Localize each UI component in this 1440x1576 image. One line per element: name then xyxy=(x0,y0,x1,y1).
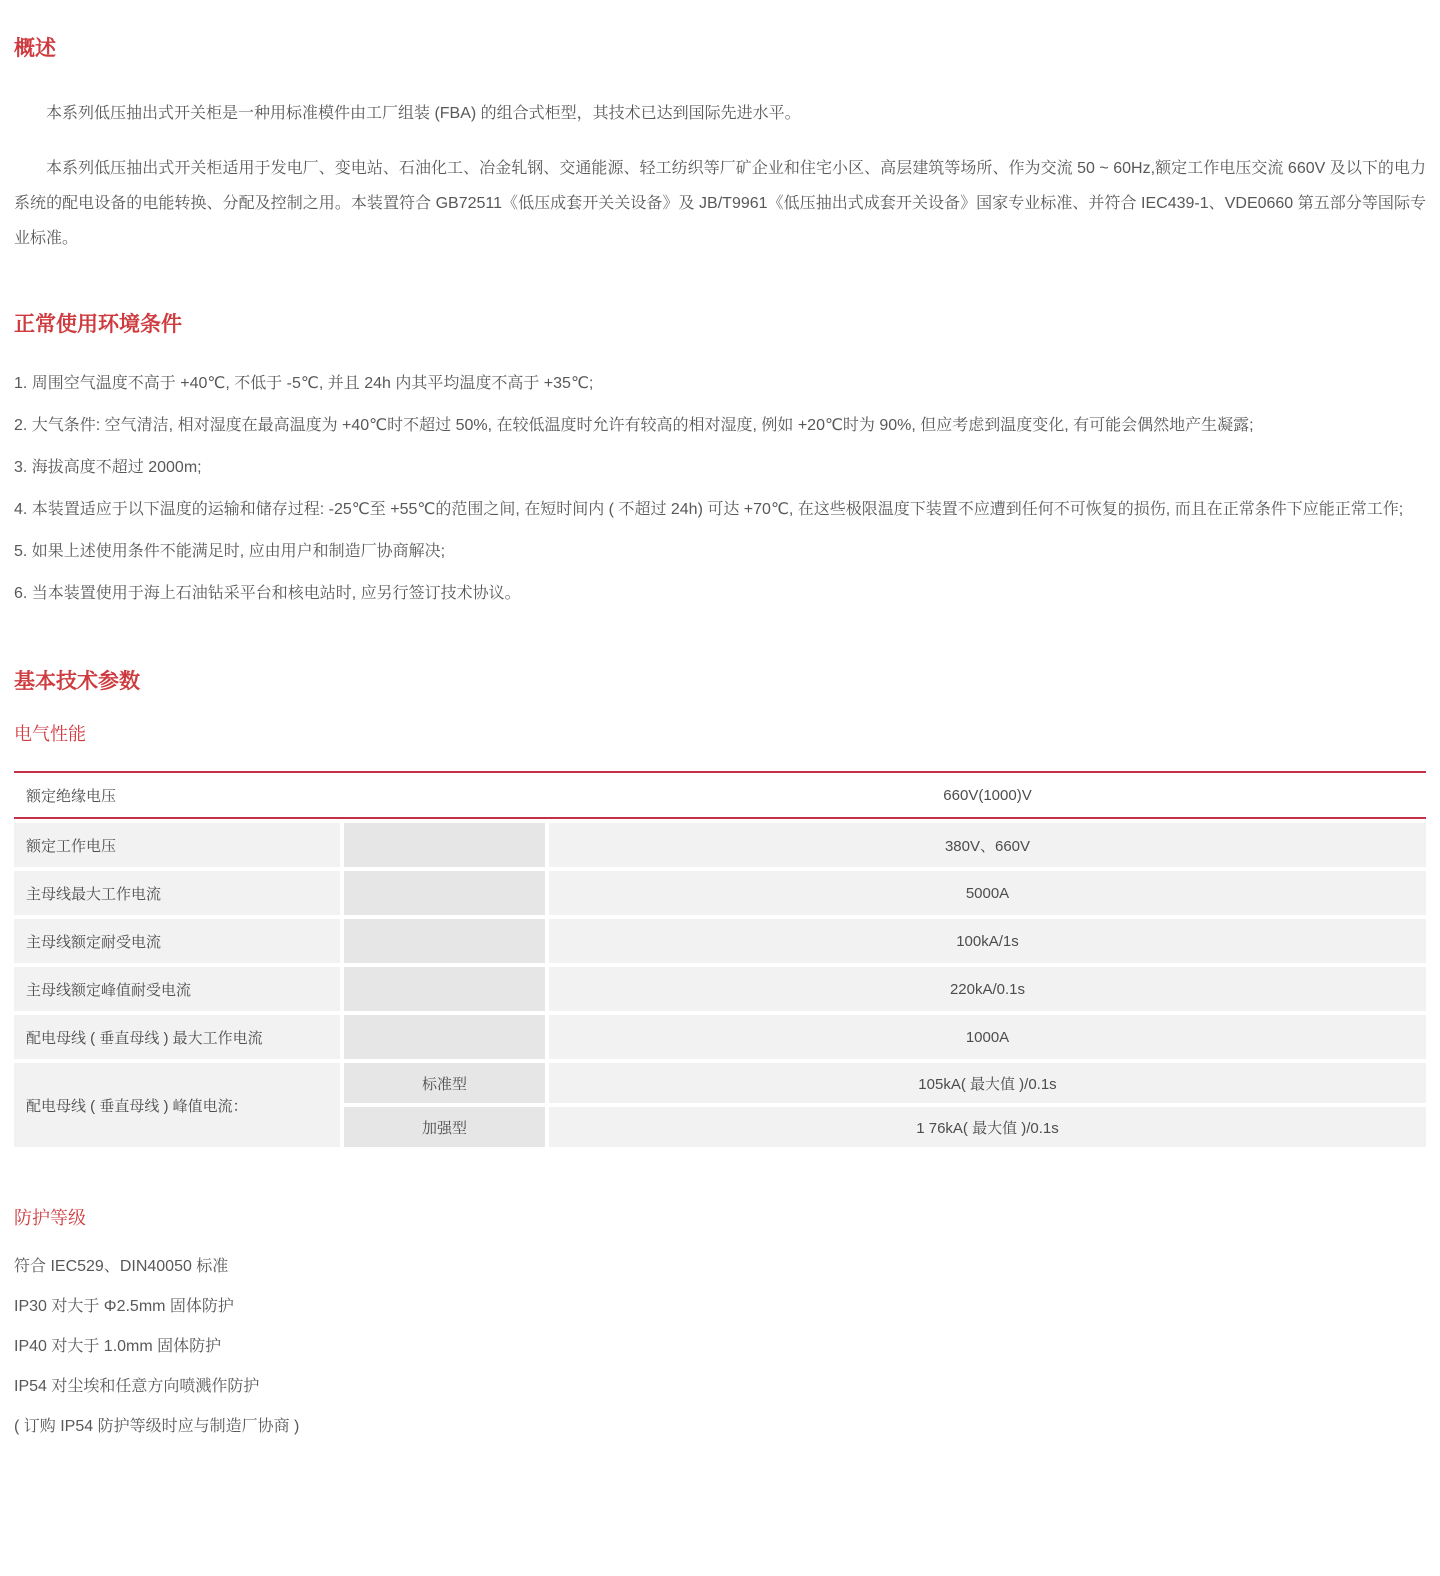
conditions-list xyxy=(14,366,1426,611)
table-row-spanned xyxy=(14,1063,1426,1147)
table-row xyxy=(14,823,1426,867)
table-cell-value: 1 76kA( 最大值 )/0.1s xyxy=(549,1107,1426,1147)
table-cell-subtype: 标准型 xyxy=(344,1063,545,1103)
condition-item: 3. 海拔高度不超过 2000m; xyxy=(14,459,202,476)
table-cell-value: 380V、660V xyxy=(549,823,1426,867)
table-cell-label: 主母线最大工作电流 xyxy=(14,871,340,915)
table-cell-label: 额定工作电压 xyxy=(14,823,340,867)
conditions-section-title: 正常使用环境条件 xyxy=(14,313,182,336)
table-cell-mid xyxy=(344,919,545,963)
overview-paragraph: 本系列低压抽出式开关柜是一种用标准模件由工厂组装 (FBA) 的组合式柜型，其技术已达到国际先进水平。 xyxy=(46,105,801,122)
electrical-subsection-title: 电气性能 xyxy=(14,724,86,744)
table-cell-mid xyxy=(344,773,545,817)
table-row xyxy=(14,771,1426,819)
protection-line: ( 订购 IP54 防护等级时应与制造厂协商 ) xyxy=(14,1418,300,1435)
table-cell-label: 主母线额定峰值耐受电流 xyxy=(14,967,340,1011)
overview-paragraph: 本系列低压抽出式开关柜适用于发电厂、变电站、石油化工、冶金轧钢、交通能源、轻工纺织等厂矿企业和住宅小区、高层建筑等场所、作为交流 50 ~ 60Hz,额定工作电压交流 660V 及以下的电力系统的配电设备的电能转换、分配及控制之用。本装置符合 GB72511《低压成套开关关设备》及 JB/T9961《低压抽出式成套开关设备》国家专业标准、并符合 IEC439-1、VDE0660 第五部分等国际专业标准。 xyxy=(14,160,1426,247)
condition-item: 1. 周围空气温度不高于 +40℃, 不低于 -5℃, 并且 24h 内其平均温度不高于 +35℃; xyxy=(14,375,594,392)
table-cell-value: 100kA/1s xyxy=(549,919,1426,963)
table-row xyxy=(14,967,1426,1011)
table-row xyxy=(14,919,1426,963)
table-cell-value: 220kA/0.1s xyxy=(549,967,1426,1011)
protection-line: IP30 对大于 Φ2.5mm 固体防护 xyxy=(14,1298,234,1315)
protection-line: IP40 对大于 1.0mm 固体防护 xyxy=(14,1338,222,1355)
table-cell-label: 主母线额定耐受电流 xyxy=(14,919,340,963)
condition-item: 4. 本装置适应于以下温度的运输和储存过程: -25℃至 +55℃的范围之间, 在短时间内 ( 不超过 24h) 可达 +70℃, 在这些极限温度下装置不应遭到任何不可恢复的损伤, 而且在正常条件下应能正常工作; xyxy=(14,501,1404,518)
overview-section-title: 概述 xyxy=(14,37,56,60)
condition-item: 6. 当本装置使用于海上石油钻采平台和核电站时, 应另行签订技术协议。 xyxy=(14,585,521,602)
table-cell-label: 配电母线 ( 垂直母线 ) 峰值电流： xyxy=(14,1063,340,1147)
protection-line: 符合 IEC529、DIN40050 标准 xyxy=(14,1258,229,1275)
table-cell-value: 5000A xyxy=(549,871,1426,915)
table-cell-value: 1000A xyxy=(549,1015,1426,1059)
table-row xyxy=(14,1015,1426,1059)
table-cell-mid xyxy=(344,871,545,915)
table-cell-mid xyxy=(344,823,545,867)
protection-line: IP54 对尘埃和任意方向喷溅作防护 xyxy=(14,1378,260,1395)
table-cell-value: 105kA( 最大值 )/0.1s xyxy=(549,1063,1426,1103)
table-row xyxy=(14,871,1426,915)
table-cell-mid xyxy=(344,1015,545,1059)
protection-subsection-title: 防护等级 xyxy=(14,1208,86,1228)
electrical-parameters-table xyxy=(14,771,1426,1147)
parameters-section-title: 基本技术参数 xyxy=(14,670,140,693)
condition-item: 5. 如果上述使用条件不能满足时, 应由用户和制造厂协商解决; xyxy=(14,543,446,560)
table-cell-label: 配电母线 ( 垂直母线 ) 最大工作电流 xyxy=(14,1015,340,1059)
table-cell-mid xyxy=(344,967,545,1011)
table-cell-value: 660V(1000)V xyxy=(943,786,1032,804)
table-cell-label: 额定绝缘电压 xyxy=(26,787,117,805)
protection-lines xyxy=(14,1247,1426,1447)
table-cell-subtype: 加强型 xyxy=(344,1107,545,1147)
condition-item: 2. 大气条件: 空气清洁, 相对湿度在最高温度为 +40℃时不超过 50%, 在较低温度时允许有较高的相对湿度, 例如 +20℃时为 90%, 但应考虑到温度变化, 有可能会偶然地产生凝露; xyxy=(14,417,1254,434)
